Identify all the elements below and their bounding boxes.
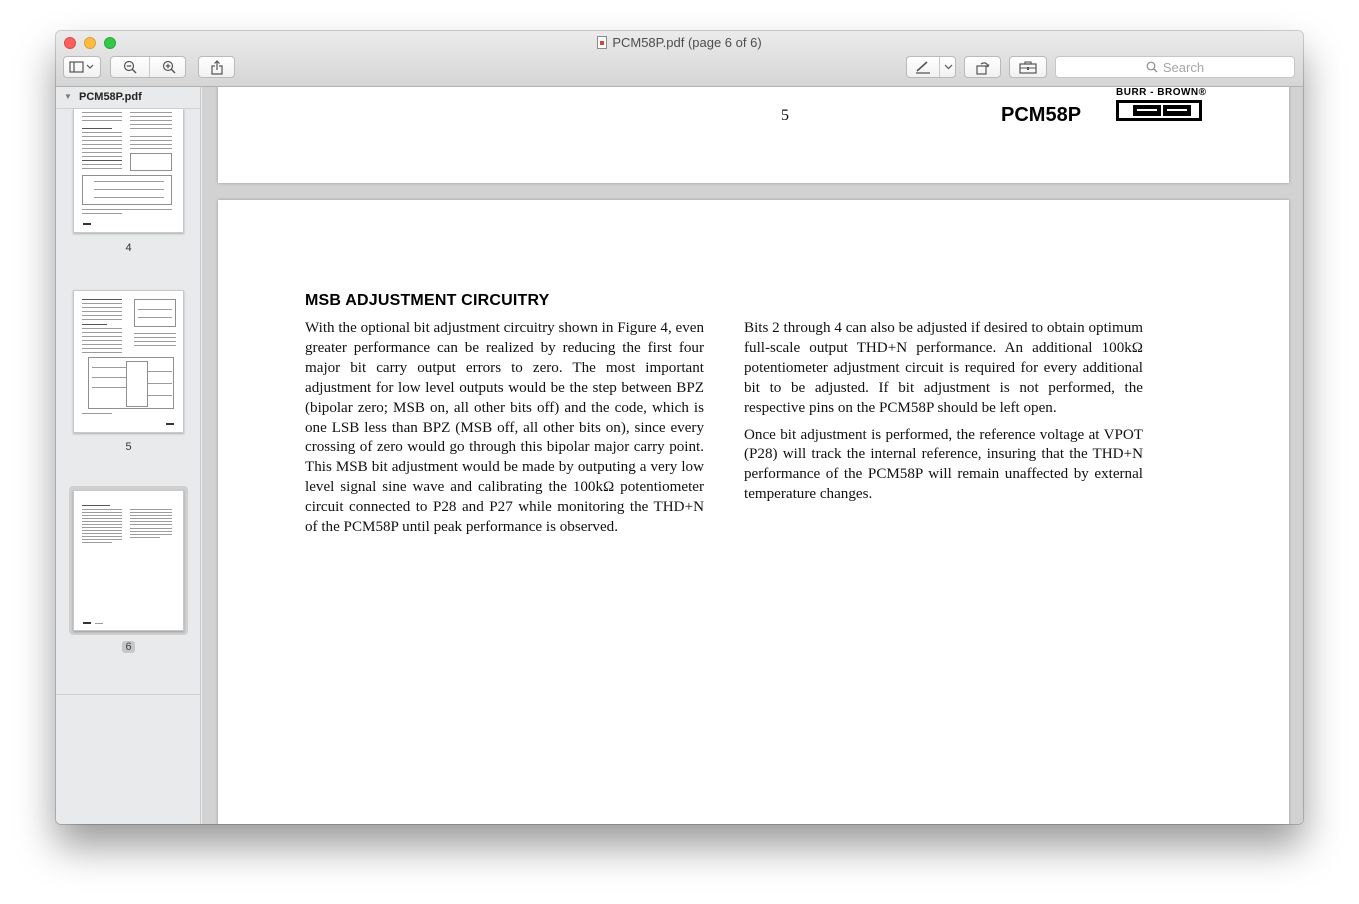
burr-brown-logo: [1116, 88, 1210, 122]
share-button[interactable]: [198, 56, 235, 78]
document-view[interactable]: [202, 87, 1303, 824]
rotate-icon: [975, 60, 991, 75]
search-icon: [1146, 61, 1158, 73]
markup-group: [906, 56, 956, 78]
window-title: [56, 35, 1303, 50]
disclosure-triangle-icon[interactable]: ▼: [64, 92, 72, 101]
thumbnail-label-5: 5: [125, 441, 132, 453]
thumbnail-page-5[interactable]: [73, 290, 184, 433]
markup-dropdown-button[interactable]: [940, 57, 957, 77]
bb-logo-icon: [1116, 100, 1202, 121]
sidebar-divider: [56, 694, 200, 695]
page-footer-part-number: PCM58P: [1001, 104, 1082, 126]
toolbox-icon: [1019, 61, 1037, 74]
rotate-button[interactable]: [964, 56, 1001, 78]
markup-button[interactable]: [907, 57, 939, 77]
title-bar: [56, 31, 1303, 87]
thumbnail-label-4: 4: [125, 242, 132, 254]
thumbnail-page-4[interactable]: [73, 109, 184, 233]
chevron-down-icon: [944, 64, 953, 70]
right-text-column: [744, 319, 1143, 505]
pdf-page-6: [218, 200, 1289, 824]
window-title-text: PCM58P.pdf (page 6 of 6): [612, 35, 762, 50]
paragraph: With the optional bit adjustment circuitry shown in Figure 4, even greater performance can be realized by reducing the first four major bit carry output errors to zero. The most important adjustment for low level outputs would be the step between BPZ (bipolar zero; MSB on, all other bits off) and the code, which is one LSB less than BPZ (MSB off, all other bits on), since every crossing of zero would go through this bipolar major carry point. This MSB bit adjustment would be made by outputing a very low level signal sine wave and calibrating the 100kΩ potentiometer circuit connected to P28 and P27 while monitoring the THD+N of the PCM58P until peak performance is observed.: [305, 320, 704, 536]
toolbox-button[interactable]: [1009, 56, 1047, 78]
thumbnail-label-6: [56, 641, 201, 653]
section-heading: MSB ADJUSTMENT CIRCUITRY: [305, 292, 550, 309]
pdf-document-icon: [597, 36, 607, 49]
selected-page-badge: 6: [122, 641, 134, 653]
zoom-group: [110, 56, 186, 78]
paragraph: Bits 2 through 4 can also be adjusted if desired to obtain optimum full-scale output THD+N performance. An additional 100kΩ potentiometer adjustment circuit is required for every additional bit to be adjusted. If bit adjustment is not performed, the respective pins on the PCM58P should be left open.: [744, 320, 1143, 416]
left-text-column: [305, 319, 704, 538]
zoom-in-button[interactable]: [150, 57, 187, 77]
paragraph: Once bit adjustment is performed, the reference voltage at VPOT (P28) will track the internal reference, insuring that the THD+N performance of the PCM58P will remain unaffected by external temperature changes.: [744, 426, 1143, 503]
zoom-in-icon: [162, 60, 176, 74]
search-input[interactable]: [1055, 56, 1295, 78]
share-icon: [211, 60, 223, 75]
sidebar-toggle-button[interactable]: [63, 56, 101, 78]
sidebar-icon: [69, 61, 95, 73]
page-footer-number: 5: [781, 107, 789, 124]
pen-icon: [915, 60, 931, 74]
thumbnail-page-6[interactable]: [73, 490, 184, 631]
sidebar-file-header[interactable]: [56, 87, 200, 109]
thumbnail-sidebar[interactable]: [56, 87, 201, 824]
logo-text: BURR - BROWN®: [1116, 87, 1207, 98]
search-placeholder: Search: [1162, 59, 1205, 75]
sidebar-file-name: PCM58P.pdf: [79, 91, 142, 103]
zoom-out-icon: [123, 60, 137, 74]
pdf-page-5: [218, 87, 1289, 183]
preview-window: [56, 31, 1303, 824]
zoom-out-button[interactable]: [111, 57, 149, 77]
